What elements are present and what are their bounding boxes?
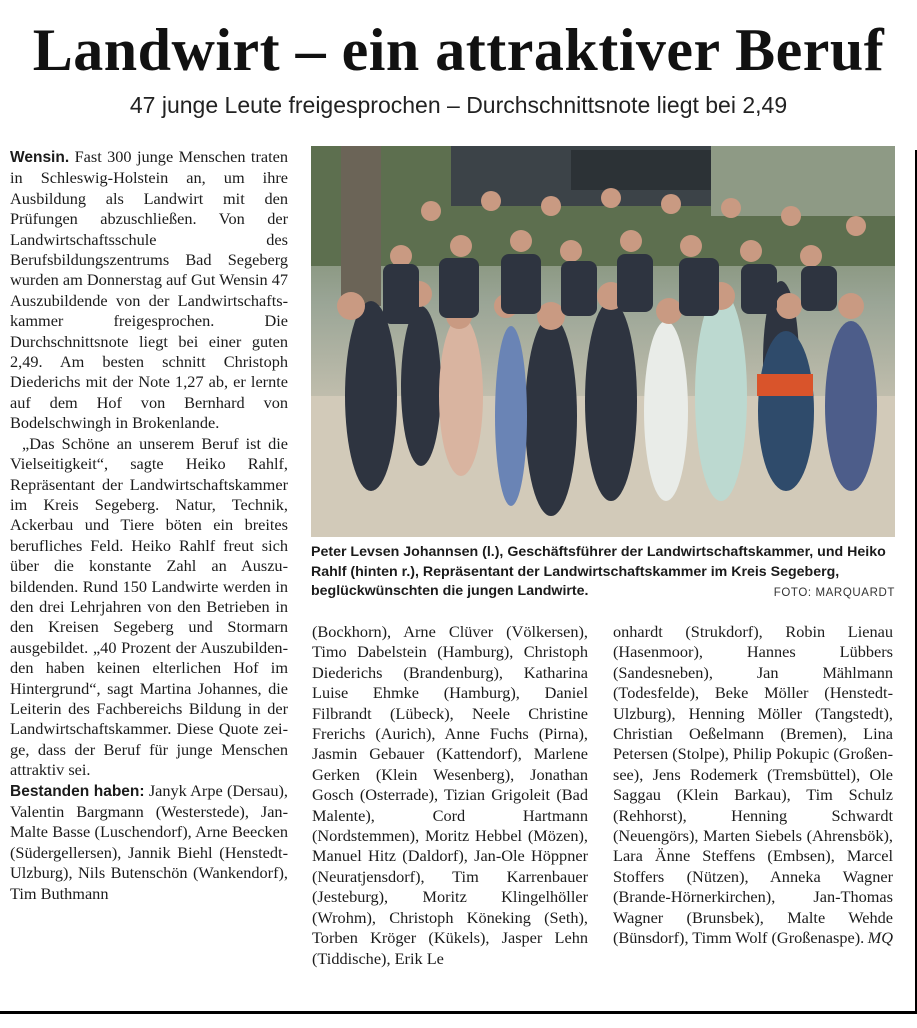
subheadline: 47 junge Leute freigesprochen – Durchschnittsnote liegt bei 2,49 (129, 92, 788, 118)
dateline: Wensin. (10, 149, 70, 166)
photo-credit: FOTO: MARQUARDT (773, 587, 895, 599)
paragraph-intro (10, 147, 288, 434)
text-column-1 (10, 147, 288, 904)
group-photo-illustration (311, 146, 895, 537)
paragraph-quote: „Das Schöne an unserem Beruf ist die Vielseitigkeit“, sagte Heiko Rahlf, Repräsentant der Landwirtschaftskammer im Kreis Segeberg. Natur, Technik, Ackerbau und Tiere böten ein breites berufliches Feld. Heiko Rahlf freut sich über die konstante Zahl an Auszubildenden. Rund 150 Landwirte werden in den drei Lehrjahren von den Betrieben in den Kreisen Segeberg und Stormarn ausgebildet. „40 Prozent der Auszubildenden haben keinen elterlichen Hof im Hintergrund“, sagt Martina Johannes, die Leiterin des Fachbereichs Bildung in der Landwirtschaftskammer. Diese Quote zeige, dass der Beruf für junge Menschen attraktiv sei. (10, 433, 288, 780)
names-list-3 (613, 622, 893, 949)
group-photo (311, 146, 895, 537)
passed-label: Bestanden haben: (10, 782, 145, 800)
photo-caption-text: Peter Levsen Johannsen (l.), Geschäftsführer der Landwirtschaftskammer, und Heiko Rahlf (hinten r.), Repräsentant der Landwirtschaftskammer im Kreis Segeberg, beglückwünschten die jungen Landwirte. (311, 544, 886, 599)
headline: Landwirt – ein attraktiver Beruf (32, 17, 885, 83)
author-signature: MQ (867, 928, 893, 948)
names-list-2: (Bockhorn), Arne Clüver (Völkersen), Timo Dabelstein (Hamburg), Christoph Diederichs (Brandenburg), Katharina Luise Ehmke (Hamburg), Daniel Filbrandt (Lübeck), Neele Christine Frerichs (Aurich), Anne Fuchs (Pirna), Jasmin Gebauer (Kattendorf), Marlene Gerken (Klein Wesenberg), Jonathan Gosch (Osterrade), Tizian Grigoleit (Bad Malente), Cord Hartmann (Nordstemmen), Moritz Hebbel (Mözen), Manuel Hitz (Daldorf), Jan-Ole Höppner (Neuratjensdorf), Tim Karrenbauer (Jesteburg), Moritz Klingelhöller (Wrohm), Christoph Köneking (Seth), Torben Kröger (Kükels), Jasper Lehn (Tiddische), Erik Le (312, 622, 588, 968)
names-list-3-text: onhardt (Strukdorf), Robin Lienau (Hasenmoor), Hannes Lübbers (Sandesneben), Jan Mählmann (Todesfelde), Beke Möller (Henstedt-Ulzburg), Henning Möller (Tangstedt), Christian Oeßelmann (Bremen), Lina Petersen (Stolpe), Philip Pokupic (Großensee), Jens Rodemerk (Tremsbüttel), Ole Saggau (Klein Barkau), Tim Schulz (Rehhorst), Henning Schwardt (Neuengörs), Marten Siebels (Ahrensbök), Lara Änne Steffens (Embsen), Marcel Stoffers (Nützen), Anneka Wagner (Brande-Hörnerkirchen), Jan-Thomas Wagner (Brunsbek), Malte Wehde (Bünsdorf), Timm Wolf (Großenaspe). (613, 622, 893, 948)
text-column-3 (613, 622, 893, 949)
bottom-border (0, 1011, 917, 1014)
photo-caption (311, 543, 895, 604)
names-list-1: Janyk Arpe (Dersau), Valentin Bargmann (Westerstede), Jan-Malte Basse (Luschendorf), Arne Beecken (Südergellersen), Jannik Biehl (Henstedt-Ulzburg), Nils Butenschön (Wankendorf), Tim Buthmann (10, 780, 288, 903)
paragraph-intro-text: Fast 300 junge Menschen traten in Schleswig-Holstein an, um ihre Ausbildung als Landwirt mit den Prüfungen abzuschließen. Von der Landwirtschaftsschule des Berufsbildungszentrums Bad Segeberg wurden am Donnerstag auf Gut Wensin 47 Auszubildende von der Landwirtschaftskammer freigesprochen. Die Durchschnittsnote liegt bei einer guten 2,49. Am besten schnitt Christoph Diederichs mit der Note 1,27 ab, er lernte auf dem Hof von Bernhard von Bodelschwingh in Brokenlande. (10, 147, 288, 433)
text-column-2 (312, 622, 588, 969)
paragraph-names-start (10, 781, 288, 904)
